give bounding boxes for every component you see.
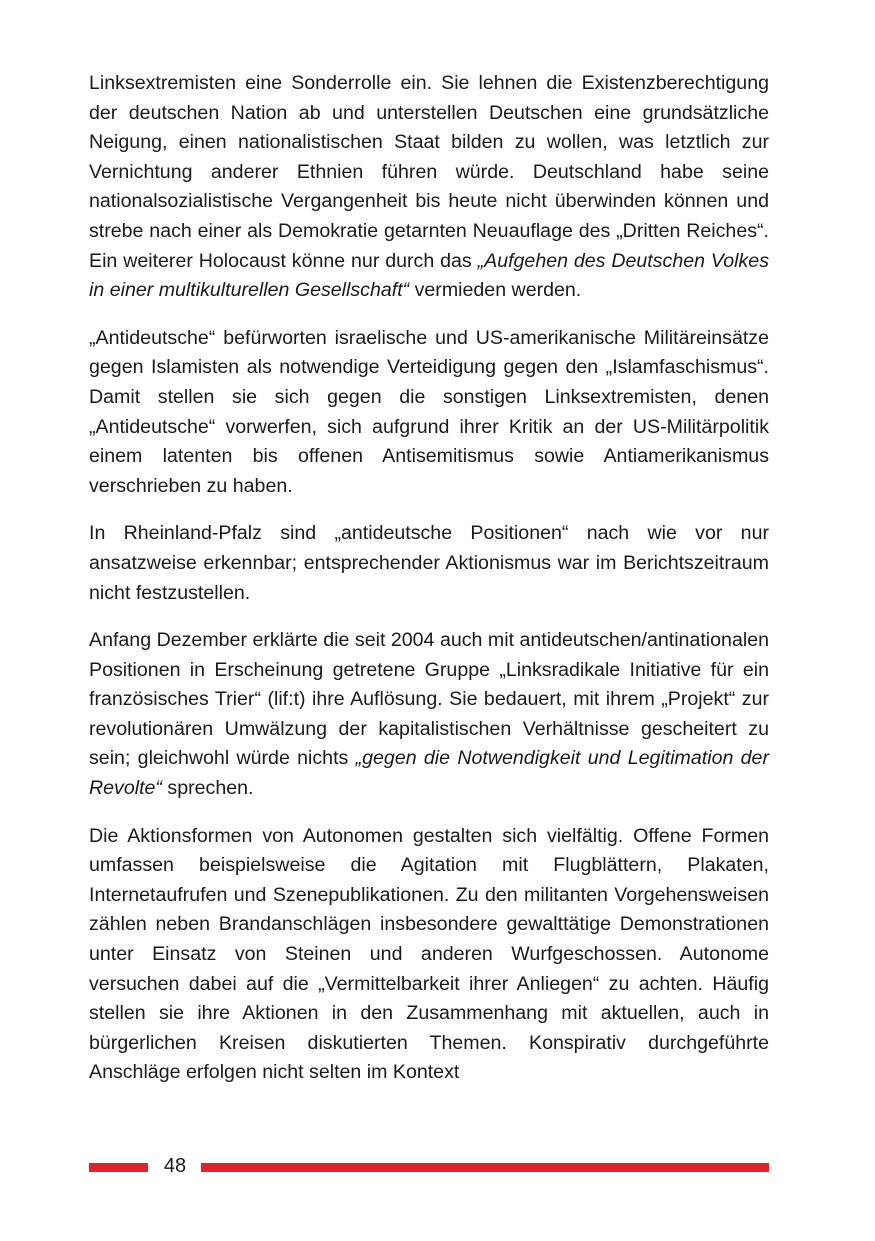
paragraph-text: Die Aktionsformen von Autonomen gestalten sich vielfältig. Offene Formen umfassen beispielsweise die Agitation mit Flugblättern, Plakaten, Internetaufrufen und Szenepublikationen. Zu den militanten Vorgehensweisen zählen neben Brandanschlägen insbesondere gewalttätige Demonstrationen unter Einsatz von Steinen und anderen Wurfgeschossen. Autonome versuchen dabei auf die „Vermittelbarkeit ihrer Anliegen“ zu achten. Häufig stellen sie ihre Aktionen in den Zusammenhang mit aktuellen, auch in bürgerlichen Kreisen diskutierten Themen. Konspirativ durchgeführte Anschläge erfolgen nicht selten im Kontext: [89, 824, 769, 1084]
paragraph-text: Linksextremisten eine Sonderrolle ein. Sie lehnen die Existenzberechtigung der deutschen Nation ab und unterstellen Deutschen eine grundsätzliche Neigung, einen nationalistischen Staat bilden zu wollen, was letztlich zur Vernichtung anderer Ethnien führen würde. Deutschland habe seine nationalsozialistische Vergangenheit bis heute nicht überwinden können und strebe nach einer als Demokratie getarnten Neuauflage des „Dritten Reiches“. Ein weiterer Holocaust könne nur durch das: [89, 72, 769, 272]
body-paragraph: [89, 626, 769, 804]
page-body: [89, 69, 769, 1106]
body-paragraph: [89, 324, 769, 502]
quotation-italic: „gegen die Notwendigkeit und Legitimation der Revolte“: [89, 747, 769, 800]
body-paragraph: [89, 822, 769, 1088]
paragraph-text: sprechen.: [161, 777, 254, 800]
paragraph-text: vermieden werden.: [409, 279, 582, 302]
footer-rule-left: [89, 1163, 148, 1172]
paragraph-text: In Rheinland-Pfalz sind „antideutsche Positionen“ nach wie vor nur ansatzweise erkennbar; entsprechender Aktionismus war im Berichtszeitraum nicht festzustellen.: [89, 522, 769, 604]
page-footer: [89, 1153, 769, 1179]
page-number: 48: [163, 1155, 187, 1177]
body-paragraph: [89, 519, 769, 608]
paragraph-text: Anfang Dezember erklärte die seit 2004 auch mit antideutschen/antinationalen Positionen in Erscheinung getretene Gruppe „Linksradikale Initiative für ein französisches Trier“ (lif:t) ihre Auflösung. Sie bedauert, mit ihrem „Projekt“ zur revolutionären Umwälzung der kapitalistischen Verhältnisse gescheitert zu sein; gleichwohl würde nichts: [89, 629, 769, 770]
paragraph-text: „Antideutsche“ befürworten israelische und US-amerikanische Militäreinsätze gegen Islamisten als notwendige Verteidigung gegen den „Islamfaschismus“. Damit stellen sie sich gegen die sonstigen Linksextremisten, denen „Antideutsche“ vorwerfen, sich aufgrund ihrer Kritik an der US-Militärpolitik einem latenten bis offenen Antisemitismus sowie Antiamerikanismus verschrieben zu haben.: [89, 326, 769, 497]
footer-rule-right: [201, 1163, 769, 1172]
quotation-italic: „Aufgehen des Deutschen Volkes in einer multikulturellen Gesellschaft“: [89, 249, 769, 302]
body-paragraph: [89, 69, 769, 306]
